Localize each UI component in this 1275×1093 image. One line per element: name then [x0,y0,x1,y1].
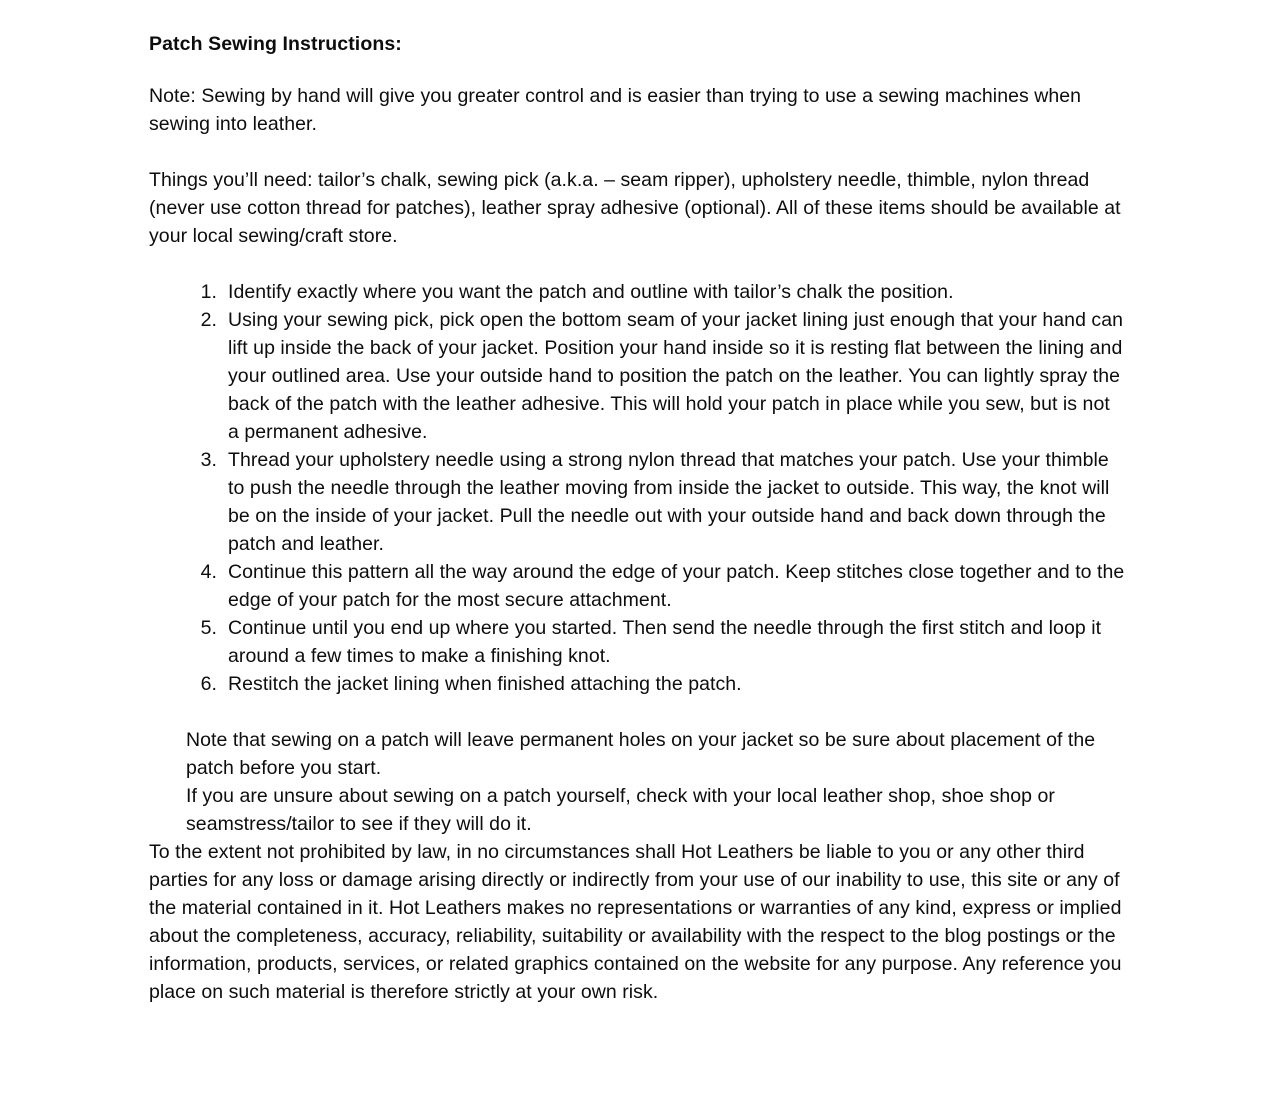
closing-notes [149,726,1125,838]
list-item: Thread your upholstery needle using a strong nylon thread that matches your patch. Use your thimble to push the needle through the leather moving from inside the jacket to outside. This way, the knot will be on the inside of your jacket. Pull the needle out with your outside hand and back down through the patch and leather. [228,449,1110,556]
note-placement: Note that sewing on a patch will leave permanent holes on your jacket so be sure about placement of the patch before you start. [186,729,1096,780]
list-item: Using your sewing pick, pick open the bottom seam of your jacket lining just enough that your hand can lift up inside the back of your jacket. Position your hand inside so it is resting flat between the lining and your outlined area. Use your outside hand to position the patch on the leather. You can lightly spray the back of the patch with the leather adhesive. This will hold your patch in place while you sew, but is not a permanent adhesive. [228,309,1124,444]
list-item: Restitch the jacket lining when finished attaching the patch. [228,673,742,696]
note-professional-help: If you are unsure about sewing on a patch yourself, check with your local leather shop, shoe shop or seamstress/tailor to see if they will do it. [186,785,1055,836]
list-item: Continue this pattern all the way around the edge of your patch. Keep stitches close together and to the edge of your patch for the most secure attachment. [228,561,1125,612]
list-item: Continue until you end up where you started. Then send the needle through the first stitch and loop it around a few times to make a finishing knot. [228,617,1102,668]
page-title: Patch Sewing Instructions: [149,33,402,55]
steps-list [149,278,1125,698]
legal-disclaimer: To the extent not prohibited by law, in no circumstances shall Hot Leathers be liable to you or any other third parties for any loss or damage arising directly or indirectly from your use of our inability to use, this site or any of the material contained in it. Hot Leathers makes no representations or warranties of any kind, express or implied about the completeness, accuracy, reliability, suitability or availability with the respect to the blog postings or the information, products, services, or related graphics contained on the website for any purpose. Any reference you place on such material is therefore strictly at your own risk. [149,841,1122,1004]
instructions-section [149,278,1125,838]
materials-paragraph: Things you’ll need: tailor’s chalk, sewing pick (a.k.a. – seam ripper), upholstery needle, thimble, nylon thread (never use cotton thread for patches), leather spray adhesive (optional). All of these items should be available at your local sewing/craft store. [149,169,1121,248]
list-item: Identify exactly where you want the patch and outline with tailor’s chalk the position. [228,281,954,304]
intro-note-paragraph: Note: Sewing by hand will give you greater control and is easier than trying to use a sewing machines when sewing into leather. [149,85,1082,136]
